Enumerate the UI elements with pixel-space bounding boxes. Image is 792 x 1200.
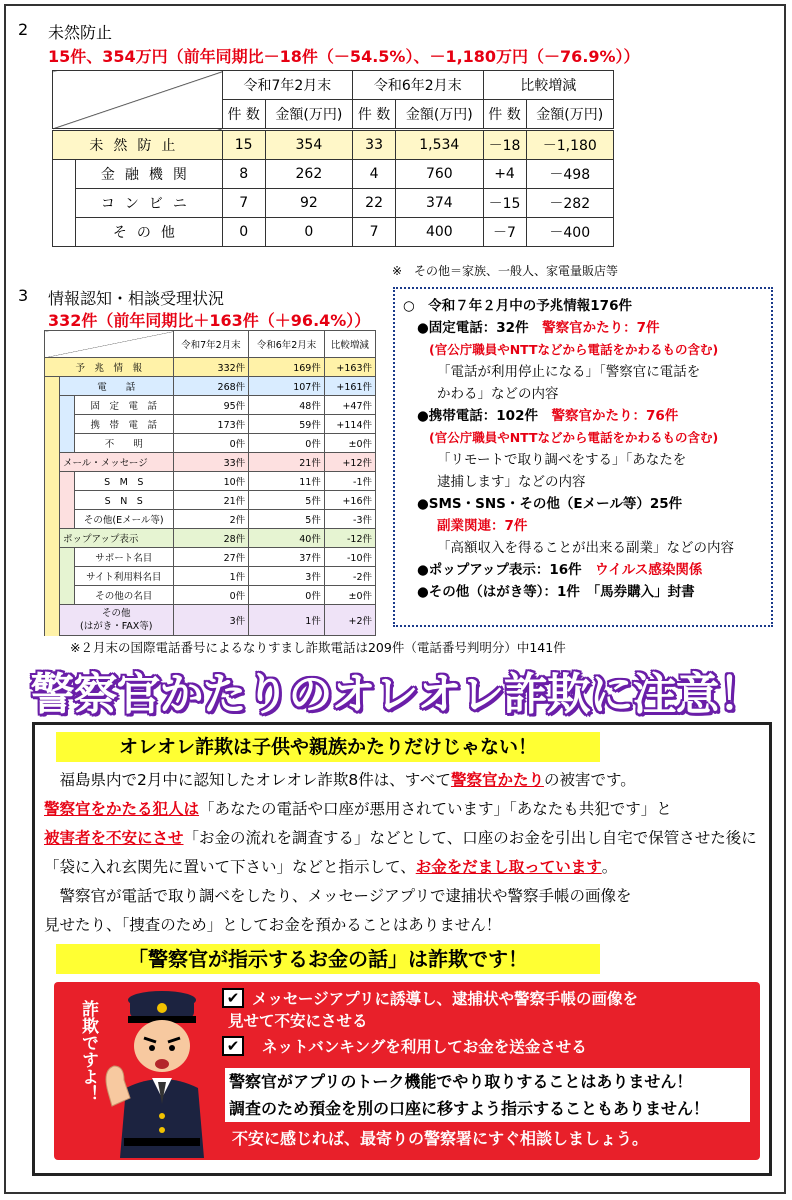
item-tag: 警察官かたり：76件	[551, 408, 679, 424]
col-header: 件 数	[222, 100, 265, 130]
box-item-popup	[403, 559, 763, 581]
table-cell: 7	[222, 189, 265, 218]
table-corner	[45, 331, 174, 358]
precursor-info-box	[393, 287, 773, 627]
checkbox-icon: ✔	[222, 988, 244, 1008]
table-cell: 3件	[173, 605, 249, 636]
check-item-2: ネットバンキングを利用してお金を送金させる	[262, 1038, 587, 1056]
row-label: サポート名目	[75, 548, 174, 567]
indent-cell	[53, 160, 76, 247]
table-cell: +161件	[324, 377, 375, 396]
item-desc: 「リモートで取り調べをする」「あなたを	[437, 452, 687, 468]
speech-text: 詐欺ですよ！	[78, 1000, 98, 1102]
table-cell: 107件	[249, 377, 325, 396]
headline-1: オレオレ詐欺は子供や親族かたりだけじゃない！	[56, 732, 600, 762]
table-cell: 0件	[173, 586, 249, 605]
notice-line: 調査のため預金を別の口座に移すよう指示することもありません！	[229, 1099, 710, 1118]
row-label: S M S	[75, 472, 174, 491]
col-header: 金額(万円)	[396, 100, 483, 130]
section3-summary	[48, 308, 370, 331]
table-cell: 27件	[173, 548, 249, 567]
table-cell: －498	[526, 160, 613, 189]
table-cell: 10件	[173, 472, 249, 491]
row-label: 金融機関	[76, 160, 223, 189]
row-label: その他 (はがき・FAX等)	[60, 605, 174, 636]
table-cell: -12件	[324, 529, 375, 548]
row-label: S N S	[75, 491, 174, 510]
item-desc: 「高額収入を得ることが出来る副業」などの内容	[437, 540, 734, 556]
row-label: その他(Eメール等)	[75, 510, 174, 529]
row-label: ポップアップ表示	[60, 529, 174, 548]
info-table	[44, 330, 376, 636]
table-cell: 95件	[173, 396, 249, 415]
section2-summary	[48, 44, 640, 67]
table-cell: 3件	[249, 567, 325, 586]
table-cell: 0	[222, 218, 265, 247]
row-label-total: 未然防止	[53, 130, 223, 160]
table-cell: 173件	[173, 415, 249, 434]
table-cell: 92	[265, 189, 352, 218]
table-cell: 15	[222, 130, 265, 160]
col-header: 令和6年2月末	[249, 331, 325, 358]
table-cell: ±0件	[324, 586, 375, 605]
col-group-header: 令和7年2月末	[222, 71, 352, 100]
table-cell: 8	[222, 160, 265, 189]
col-group-header: 比較増減	[483, 71, 614, 100]
row-label: コンビニ	[76, 189, 223, 218]
table-cell: -10件	[324, 548, 375, 567]
headline-2: 「警察官が指示するお金の話」は詐欺です！	[56, 944, 600, 974]
table-cell: 374	[396, 189, 483, 218]
check-item-1	[228, 988, 752, 1032]
table-cell: 1件	[249, 605, 325, 636]
table-cell: +4	[483, 160, 526, 189]
col-header: 件 数	[483, 100, 526, 130]
table-corner	[53, 71, 223, 130]
col-group-header: 令和6年2月末	[353, 71, 483, 100]
row-label: 電 話	[60, 377, 174, 396]
check-text: 見せて不安にさせる	[228, 1012, 368, 1030]
warning-banner: 警察官かたりのオレオレ詐欺に注意！	[30, 669, 762, 720]
row-label: その他	[76, 218, 223, 247]
table-cell: 28件	[173, 529, 249, 548]
box-title: ○ 令和７年２月中の予兆情報176件	[403, 298, 632, 314]
table-cell: +47件	[324, 396, 375, 415]
box-item-mobile	[403, 405, 763, 427]
table-cell: 760	[396, 160, 483, 189]
indent-cell	[45, 377, 60, 636]
text: 見せたり、「捜査のため」としてお金を預かることはありません！	[44, 916, 502, 934]
paragraph-1	[44, 766, 764, 795]
section2-number: 2	[18, 20, 29, 39]
notice-line: 警察官がアプリのトーク機能でやり取りすることはありません！	[229, 1072, 693, 1091]
section3-heading: 情報認知・相談受理状況	[48, 289, 225, 308]
table-cell: ±0件	[324, 434, 375, 453]
section2-summary-text: 15件、354万円（前年同期比－18件（－54.5%）、－1,180万円（－76.9%））	[48, 47, 640, 66]
item-tag: 副業関連：7件	[437, 518, 528, 534]
table-cell: 332件	[173, 358, 249, 377]
item-tag: 警察官かたり：7件	[542, 320, 660, 336]
text: 「あなたの電話や口座が悪用されています」「あなたも共犯です」と	[199, 800, 672, 818]
text-emph: お金をだまし取っています	[415, 858, 602, 876]
checkbox-icon: ✔	[222, 1036, 244, 1056]
box-item-landline	[403, 317, 763, 339]
table-cell: +114件	[324, 415, 375, 434]
item-sub: (官公庁職員やNTTなどから電話をかわるもの含む)	[429, 430, 719, 445]
col-header: 金額(万円)	[265, 100, 352, 130]
item-head: ●携帯電話：102件	[417, 408, 538, 424]
text: 「袋に入れ玄関先に置いて下さい」などと指示して、	[44, 858, 416, 876]
paragraph-2	[44, 795, 764, 824]
section2-heading: 未然防止	[48, 23, 113, 42]
table-cell: －1,180	[526, 130, 613, 160]
text-emph: 警察官をかたる犯人は	[44, 800, 200, 818]
table-cell: 59件	[249, 415, 325, 434]
table-cell: －282	[526, 189, 613, 218]
table-cell: 21件	[249, 453, 325, 472]
col-header: 令和7年2月末	[173, 331, 249, 358]
text: の被害です。	[543, 771, 636, 789]
table-cell: 1件	[173, 567, 249, 586]
table-cell: －7	[483, 218, 526, 247]
table-cell: 0	[265, 218, 352, 247]
table-cell: 0件	[249, 586, 325, 605]
item-desc: 逮捕します」などの内容	[437, 474, 586, 490]
text-emph: 被害者を不安にさせ	[44, 829, 184, 847]
col-header: 金額(万円)	[526, 100, 613, 130]
item-head: ●ポップアップ表示：16件	[417, 562, 582, 578]
table-cell: －15	[483, 189, 526, 218]
table-cell: 22	[353, 189, 396, 218]
row-label: 固 定 電 話	[75, 396, 174, 415]
text: 「お金の流れを調査する」などとして、口座のお金を引出し自宅で保管させた後に	[183, 829, 757, 847]
text: 警察官が電話で取り調べをしたり、メッセージアプリで逮捕状や警察手帳の画像を	[59, 887, 632, 905]
table-cell: +16件	[324, 491, 375, 510]
table-cell: 4	[353, 160, 396, 189]
table-cell: 354	[265, 130, 352, 160]
table-cell: 7	[353, 218, 396, 247]
row-label: 不 明	[75, 434, 174, 453]
paragraph-6	[44, 911, 764, 940]
indent-cell	[60, 548, 75, 605]
table-cell: +12件	[324, 453, 375, 472]
section3-number: 3	[18, 286, 29, 305]
col-header: 比較増減	[324, 331, 375, 358]
check-text: メッセージアプリに誘導し、逮捕状や警察手帳の画像を	[252, 990, 638, 1008]
paragraph-3	[44, 824, 764, 853]
indent-cell	[60, 396, 75, 453]
table-cell: 400	[396, 218, 483, 247]
prevention-table	[52, 70, 614, 247]
table-cell: 1,534	[396, 130, 483, 160]
paragraph-5	[44, 882, 764, 911]
item-sub: (官公庁職員やNTTなどから電話をかわるもの含む)	[429, 342, 719, 357]
item-desc: かわる」などの内容	[437, 386, 559, 402]
table-cell: +2件	[324, 605, 375, 636]
table-cell: 21件	[173, 491, 249, 510]
row-label: 携 帯 電 話	[75, 415, 174, 434]
table-cell: 37件	[249, 548, 325, 567]
table-cell: +163件	[324, 358, 375, 377]
table-cell: 262	[265, 160, 352, 189]
table-cell: 169件	[249, 358, 325, 377]
box-item-other: ●その他（はがき等）：1件 「馬券購入」封書	[417, 584, 695, 600]
table-cell: －18	[483, 130, 526, 160]
table-cell: 40件	[249, 529, 325, 548]
section2-note: ※ その他＝家族、一般人、家電量販店等	[392, 264, 619, 278]
table-cell: 0件	[249, 434, 325, 453]
notice-message	[225, 1068, 750, 1122]
item-tag: ウイルス感染関係	[595, 562, 703, 578]
paragraph-4	[44, 853, 764, 882]
table-cell: 33件	[173, 453, 249, 472]
footnote: ※２月末の国際電話番号によるなりすまし詐欺電話は209件（電話番号判明分）中141件	[70, 640, 566, 655]
table-cell: 5件	[249, 491, 325, 510]
police-officer-icon	[100, 988, 220, 1158]
row-label: 予 兆 情 報	[45, 358, 174, 377]
item-desc: 「電話が利用停止になる」「警察官に電話を	[437, 364, 701, 380]
item-head: ●固定電話：32件	[417, 320, 529, 336]
col-header: 件 数	[353, 100, 396, 130]
indent-cell	[60, 472, 75, 529]
table-cell: 33	[353, 130, 396, 160]
section3-summary-text: 332件（前年同期比＋163件（＋96.4%））	[48, 311, 371, 330]
table-cell: 48件	[249, 396, 325, 415]
text: 。	[601, 858, 618, 876]
table-cell: 0件	[173, 434, 249, 453]
table-cell: -1件	[324, 472, 375, 491]
table-cell: －400	[526, 218, 613, 247]
table-cell: 5件	[249, 510, 325, 529]
table-cell: -3件	[324, 510, 375, 529]
advice-text: 不安に感じれば、最寄りの警察署にすぐ相談しましょう。	[232, 1129, 649, 1148]
box-item-sms: ●SMS・SNS・その他（Eメール等）25件	[417, 496, 683, 512]
text-emph: 警察官かたり	[450, 771, 544, 789]
row-label: メール・メッセージ	[60, 453, 174, 472]
row-label: サイト利用料名目	[75, 567, 174, 586]
table-cell: 268件	[173, 377, 249, 396]
table-cell: 2件	[173, 510, 249, 529]
text: 福島県内で2月中に認知したオレオレ詐欺8件は、すべて	[59, 771, 451, 789]
table-cell: -2件	[324, 567, 375, 586]
row-label: その他の名目	[75, 586, 174, 605]
table-cell: 11件	[249, 472, 325, 491]
